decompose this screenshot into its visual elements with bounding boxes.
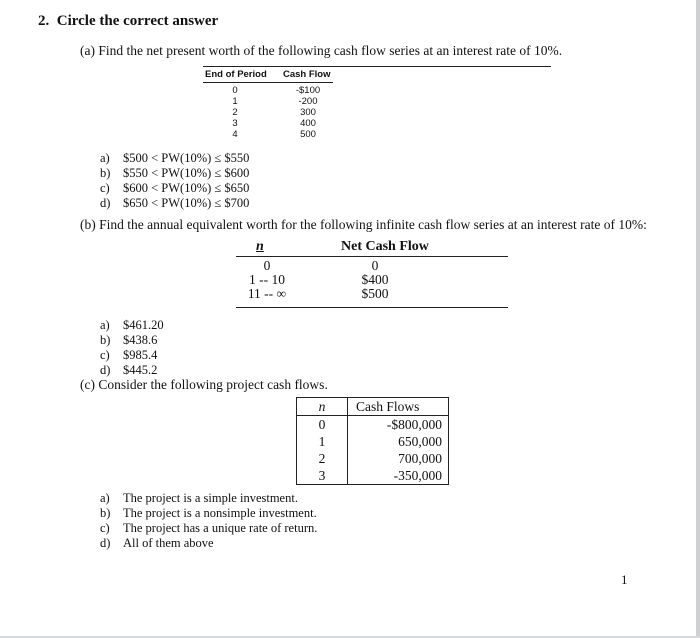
table-a-period-column bbox=[222, 85, 248, 140]
table-cell: -$100 bbox=[295, 85, 321, 96]
table-cell: 400 bbox=[300, 118, 316, 129]
option-item[interactable]: a) The project is a simple investment. bbox=[100, 491, 298, 505]
table-a-header-period: End of Period bbox=[205, 69, 267, 80]
option-item[interactable]: c) $600 < PW(10%) ≤ $650 bbox=[100, 181, 250, 195]
part-a-options bbox=[100, 151, 249, 211]
part-a-prompt: (a) Find the net present worth of the following cash flow series at an interest rate of 10%. bbox=[80, 43, 563, 58]
table-cell: 500 bbox=[300, 129, 316, 140]
part-c-options bbox=[100, 491, 317, 551]
table-cell: 4 bbox=[232, 129, 238, 140]
table-cell: $500 bbox=[361, 286, 389, 301]
part-c-prompt: (c) Consider the following project cash flows. bbox=[80, 377, 328, 392]
table-cell: 2 bbox=[318, 451, 326, 466]
table-cell: 1 -- 10 bbox=[249, 272, 285, 287]
option-item[interactable]: b) The project is a nonsimple investment. bbox=[100, 506, 317, 520]
table-c-header-n: n bbox=[297, 398, 348, 416]
table-cell: 300 bbox=[300, 107, 316, 118]
question-title bbox=[38, 13, 218, 30]
option-item[interactable]: a) $461.20 bbox=[100, 318, 164, 332]
table-cell: 0 bbox=[318, 417, 326, 432]
part-c-cashflow-table bbox=[296, 397, 449, 485]
table-cell: 1 bbox=[318, 434, 326, 449]
option-item[interactable]: a) $500 < PW(10%) ≤ $550 bbox=[100, 151, 250, 165]
question-title-text: Circle the correct answer bbox=[56, 13, 219, 29]
table-cell: 3 bbox=[232, 118, 238, 129]
option-item[interactable]: c) $985.4 bbox=[100, 348, 158, 362]
table-b-period-column bbox=[236, 259, 298, 301]
table-cell: 650,000 bbox=[398, 434, 442, 449]
option-item[interactable]: b) $438.6 bbox=[100, 333, 158, 347]
option-item[interactable]: b) $550 < PW(10%) ≤ $600 bbox=[100, 166, 250, 180]
table-a-top-rule bbox=[203, 66, 551, 67]
option-item[interactable]: d) $650 < PW(10%) ≤ $700 bbox=[100, 196, 250, 210]
part-b-options bbox=[100, 318, 164, 378]
table-cell: $400 bbox=[361, 272, 389, 287]
question-number: 2. bbox=[38, 13, 50, 29]
table-b-header-rule bbox=[236, 256, 508, 257]
table-c-header-cashflow: Cash Flows bbox=[348, 398, 449, 416]
table-cell: -200 bbox=[298, 96, 318, 107]
option-item[interactable]: d) $445.2 bbox=[100, 363, 158, 377]
table-a-header-rule bbox=[203, 82, 333, 83]
table-cell: -$800,000 bbox=[386, 417, 442, 432]
page-number: 1 bbox=[621, 572, 628, 587]
table-cell: 0 bbox=[371, 258, 379, 273]
table-b-cashflow-column bbox=[340, 259, 410, 301]
table-cell: 2 bbox=[232, 107, 238, 118]
table-b-header-cashflow: Net Cash Flow bbox=[341, 239, 429, 254]
table-cell: 700,000 bbox=[398, 451, 442, 466]
table-cell: 0 bbox=[232, 85, 238, 96]
table-cell: 11 -- ∞ bbox=[247, 286, 287, 301]
option-item[interactable]: c) The project has a unique rate of return. bbox=[100, 521, 318, 535]
table-a-header-cashflow: Cash Flow bbox=[283, 69, 331, 80]
table-b-header-n: n bbox=[256, 239, 264, 254]
option-item[interactable]: d) All of them above bbox=[100, 536, 214, 550]
table-c-period-column bbox=[297, 416, 348, 485]
table-c-cashflow-column bbox=[348, 416, 449, 485]
table-cell: 0 bbox=[263, 258, 271, 273]
table-cell: -350,000 bbox=[393, 468, 442, 483]
table-b-bottom-rule bbox=[236, 307, 508, 308]
part-b-prompt: (b) Find the annual equivalent worth for the following infinite cash flow series at an interest rate of 10%: bbox=[80, 217, 647, 232]
table-cell: 3 bbox=[318, 468, 326, 483]
table-a-cashflow-column bbox=[288, 85, 328, 140]
table-cell: 1 bbox=[232, 96, 238, 107]
